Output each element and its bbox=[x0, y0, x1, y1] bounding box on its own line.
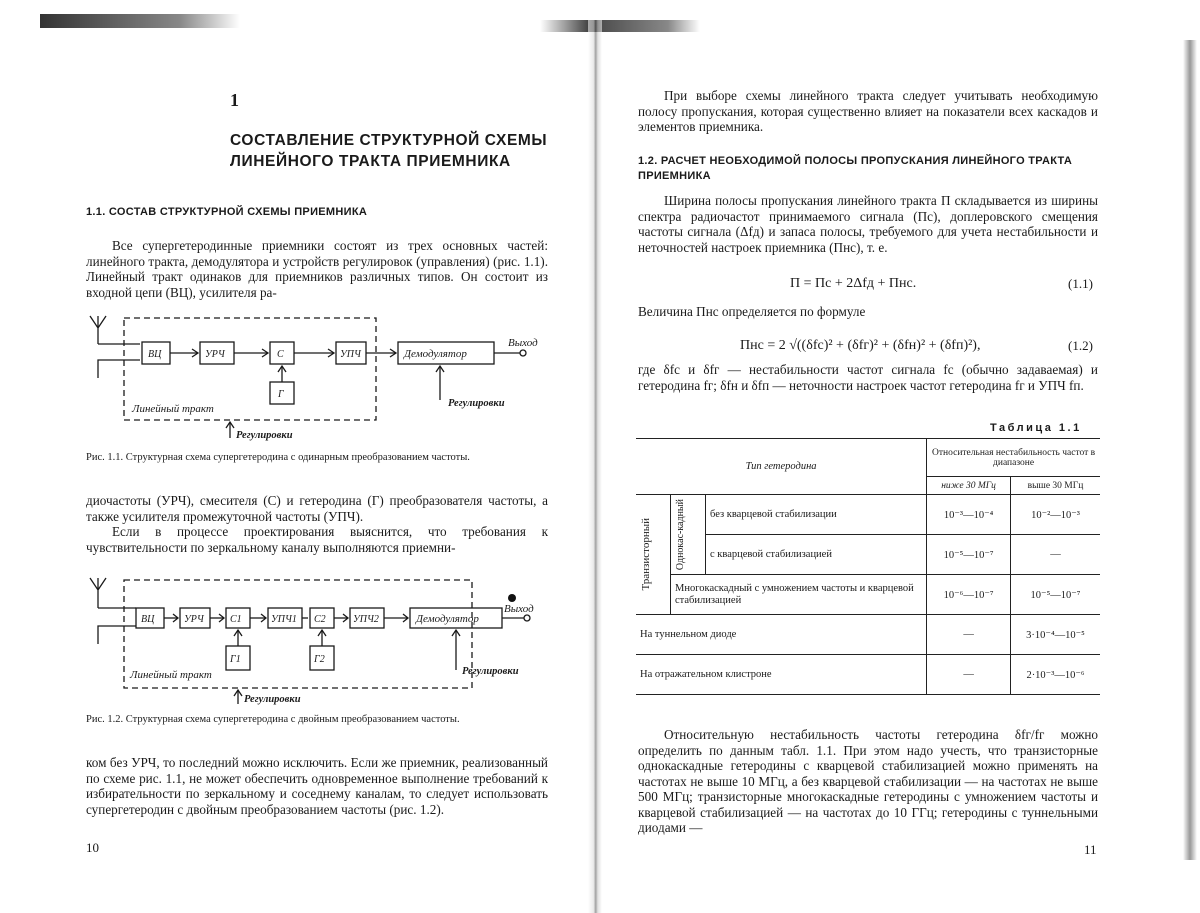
equation-1-2-number: (1.2) bbox=[1068, 338, 1093, 353]
equation-1-1-number: (1.1) bbox=[1068, 276, 1093, 291]
paragraph-intro bbox=[86, 238, 548, 300]
equation-1-1: П = Пс + 2Δfд + Пнс. bbox=[790, 276, 917, 291]
header-relative: Относительная нестабильность частот в диапазоне bbox=[927, 439, 1100, 477]
figure-1-1-diagram bbox=[80, 312, 550, 446]
equation-1-2: Пнс = 2 √((δfс)² + (δfг)² + (δfн)² + (δfп)²), bbox=[740, 338, 981, 353]
block-upch2-label: УПЧ2 bbox=[353, 614, 379, 625]
block-g1-label: Г1 bbox=[230, 654, 241, 665]
paragraph-text: Ширина полосы пропускания линейного тракта П складывается из ширины спектра радиочастот принимаемого сигнала (Пс), доплеровского смещения частоты сигнала (Δfд) и запаса полосы, требуемого для учета нестабильности и неточностей настроек приемника (Пнс), т. е. bbox=[638, 193, 1098, 255]
paragraph-text: Все супергетеродинные приемники состоят из трех основных частей: линейного тракта, демодулятора и устройств регулировок (управления) (рис. 1.1). Линейный тракт одинаков для приемников различных типов. Он состоит из входной цепи (ВЦ), усилителя ра- bbox=[86, 238, 548, 300]
table-1-1 bbox=[636, 438, 1100, 695]
section-heading-1-1: 1.1. СОСТАВ СТРУКТУРНОЙ СХЕМЫ ПРИЕМНИКА bbox=[86, 206, 368, 218]
block-demodulator-label: Демодулятор bbox=[416, 613, 479, 625]
page-number: 10 bbox=[86, 840, 99, 855]
header-type: Тип гетеродина bbox=[636, 439, 927, 495]
output-label: Выход bbox=[508, 337, 538, 349]
paragraph-bandwidth bbox=[638, 193, 1098, 255]
group-transistor-label: Транзисторный bbox=[640, 518, 652, 591]
chapter-number: 1 bbox=[230, 90, 239, 110]
row-high: — bbox=[1011, 535, 1100, 575]
block-upch1-label: УПЧ1 bbox=[271, 614, 297, 625]
block-g2-label: Г2 bbox=[314, 654, 325, 665]
header-above-30: выше 30 МГц bbox=[1011, 477, 1100, 495]
regulation-bottom-label: Регулировки bbox=[244, 694, 301, 705]
row-low: — bbox=[927, 655, 1011, 695]
regulation-right-label: Регулировки bbox=[462, 666, 519, 677]
paragraph-final bbox=[86, 755, 548, 817]
paragraph-formula-intro bbox=[638, 304, 1098, 320]
group-transistor bbox=[636, 495, 671, 615]
left-page bbox=[0, 0, 595, 913]
figure-1-1-caption: Рис. 1.1. Структурная схема супергетеродина с одинарным преобразованием частоты. bbox=[86, 452, 470, 463]
paragraph-text: где δfс и δfг — нестабильности частот сигнала fс (обычно задаваемая) и гетеродина fг; δfн и δfп — неточности настроек частот гетеродина fг и УПЧ fп. bbox=[638, 362, 1098, 393]
paragraph-text: При выборе схемы линейного тракта следует учитывать необходимую полосу пропускания, которая существенно влияет на показатели всех каскадов и элементов приемника. bbox=[638, 88, 1098, 134]
row-label: Многокаскадный с умножением частоты и кварцевой стабилизацией bbox=[671, 575, 927, 615]
paragraph-continue bbox=[86, 493, 548, 555]
group-single-label: Однокас-кадный bbox=[675, 498, 686, 571]
paragraph-nonstability bbox=[638, 727, 1098, 836]
row-low: — bbox=[927, 615, 1011, 655]
regulation-bottom-label: Регулировки bbox=[236, 430, 293, 441]
row-label: На туннельном диоде bbox=[636, 615, 927, 655]
right-page bbox=[600, 0, 1200, 913]
section-heading-1-2: 1.2. РАСЧЕТ НЕОБХОДИМОЙ ПОЛОСЫ ПРОПУСКАНИЯ ЛИНЕЙНОГО ТРАКТА ПРИЕМНИКА bbox=[638, 155, 1073, 182]
header-below-30: ниже 30 МГц bbox=[927, 477, 1011, 495]
paragraph-text: Если в процессе проектирования выяснится, что требования к чувствительности по зеркальному каналу выполняются приемни- bbox=[86, 524, 548, 555]
block-demodulator-label: Демодулятор bbox=[404, 348, 467, 360]
chapter-title: СОСТАВЛЕНИЕ СТРУКТУРНОЙ СХЕМЫ ЛИНЕЙНОГО ТРАКТА ПРИЕМНИКА bbox=[230, 132, 548, 170]
row-high: 10⁻²—10⁻³ bbox=[1011, 495, 1100, 535]
block-c1-label: С1 bbox=[230, 614, 242, 625]
row-high: 10⁻⁵—10⁻⁷ bbox=[1011, 575, 1100, 615]
block-vc-label: ВЦ bbox=[148, 349, 162, 360]
figure-1-2-caption: Рис. 1.2. Структурная схема супергетеродина с двойным преобразованием частоты. bbox=[86, 714, 460, 725]
block-upch-label: УПЧ bbox=[340, 349, 361, 360]
ink-dot bbox=[508, 594, 516, 602]
row-label: На отражательном клистроне bbox=[636, 655, 927, 695]
output-label: Выход bbox=[504, 603, 534, 615]
row-low: 10⁻⁶—10⁻⁷ bbox=[927, 575, 1011, 615]
tract-label: Линейный тракт bbox=[132, 403, 214, 415]
tract-label: Линейный тракт bbox=[130, 669, 212, 681]
row-low: 10⁻⁵—10⁻⁷ bbox=[927, 535, 1011, 575]
block-c2-label: С2 bbox=[314, 614, 326, 625]
paragraph-text: диочастоты (УРЧ), смесителя (С) и гетеродина (Г) преобразователя частоты, а также усилителя промежуточной частоты (УПЧ). bbox=[86, 493, 548, 524]
block-urch-label: УРЧ bbox=[184, 614, 204, 625]
group-single bbox=[671, 495, 706, 575]
row-high: 2·10⁻³—10⁻⁶ bbox=[1011, 655, 1100, 695]
block-c-label: С bbox=[277, 349, 284, 360]
row-low: 10⁻³—10⁻⁴ bbox=[927, 495, 1011, 535]
paragraph-intro bbox=[638, 88, 1098, 135]
paragraph-text: Величина Пнс определяется по формуле bbox=[638, 304, 866, 319]
row-label: без кварцевой стабилизации bbox=[706, 495, 927, 535]
figure-1-2-diagram bbox=[80, 574, 550, 708]
paragraph-text: ком без УРЧ, то последний можно исключить. Если же приемник, реализованный по схеме рис. 1.1, не может обеспечить одновременное выполнение требований к избирательности по зеркальному и соседнему каналам, то следует использовать супергетеродин с двойным преобразованием частоты (рис. 1.2). bbox=[86, 755, 548, 817]
block-vc-label: ВЦ bbox=[141, 614, 155, 625]
table-label: Таблица 1.1 bbox=[990, 422, 1082, 434]
paragraph-text: Относительную нестабильность частоты гетеродина δfг/fг можно определить по данным табл. 1.1. При этом надо учесть, что транзисторные однокаскадные гетеродины с кварцевой стабилизацией можно применять на частотах не выше 10 МГц, а без кварцевой стабилизации — на частотах не выше 500 МГц; транзисторные многокаскадные гетеродины с умножением частоты и кварцевой стабилизацией — на частотах до 10 ГГц; гетеродины с туннельными диодами — bbox=[638, 727, 1098, 835]
regulation-right-label: Регулировки bbox=[448, 398, 505, 409]
block-g-label: Г bbox=[278, 389, 284, 400]
row-label: с кварцевой стабилизацией bbox=[706, 535, 927, 575]
block-urch-label: УРЧ bbox=[205, 349, 225, 360]
row-high: 3·10⁻⁴—10⁻⁵ bbox=[1011, 615, 1100, 655]
page-number: 11 bbox=[1084, 842, 1097, 857]
paragraph-definitions bbox=[638, 362, 1098, 393]
